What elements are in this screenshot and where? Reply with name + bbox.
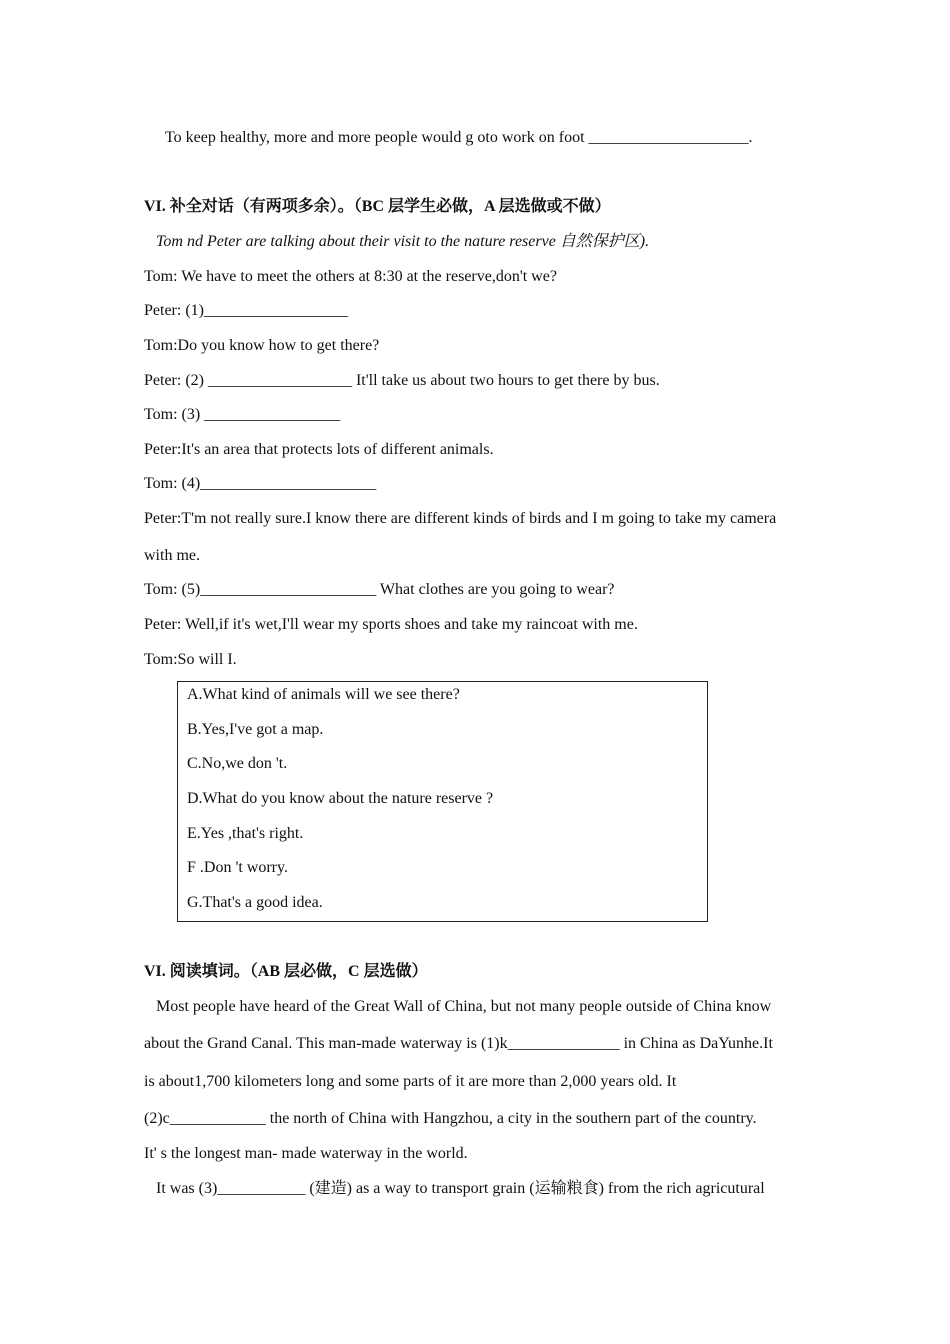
dialogue-line: Tom: (5)______________________ What clothes are you going to wear? — [144, 581, 615, 598]
option-item: E.Yes ,that's right. — [187, 825, 304, 842]
option-item: F .Don 't worry. — [187, 859, 288, 876]
dialogue-line: Tom: We have to meet the others at 8:30 at the reserve,don't we? — [144, 268, 557, 285]
dialogue-line: Tom:So will I. — [144, 651, 237, 668]
reading-line: about the Grand Canal. This man-made waterway is (1)k______________ in China as DaYunhe.It — [144, 1035, 773, 1052]
dialogue-line: Tom:Do you know how to get there? — [144, 337, 380, 354]
dialogue-line: Peter: Well,if it's wet,I'll wear my sports shoes and take my raincoat with me. — [144, 616, 638, 633]
dialogue-line: Tom: (3) _________________ — [144, 406, 341, 423]
option-item: C.No,we don 't. — [187, 755, 288, 772]
section-title-dialogue: VI. 补全对话（有两项多余）。（BC 层学生必做，A 层选做或不做） — [144, 198, 611, 215]
dialogue-line: Peter:It's an area that protects lots of different animals. — [144, 441, 494, 458]
option-item: D.What do you know about the nature reserve ? — [187, 790, 494, 807]
dialogue-line: Peter:T'm not really sure.I know there are different kinds of birds and I m going to take my camera — [144, 510, 777, 527]
reading-line: It' s the longest man- made waterway in the world. — [144, 1145, 468, 1162]
option-item: G.That's a good idea. — [187, 894, 323, 911]
option-item: B.Yes,I've got a map. — [187, 721, 324, 738]
dialogue-line: Peter: (2) __________________ It'll take us about two hours to get there by bus. — [144, 372, 660, 389]
dialogue-line: Peter: (1)__________________ — [144, 302, 348, 319]
reading-line: is about1,700 kilometers long and some parts of it are more than 2,000 years old. It — [144, 1073, 677, 1090]
dialogue-intro: Tom nd Peter are talking about their visit to the nature reserve 自然保护区). — [156, 233, 650, 250]
options-box — [177, 681, 708, 922]
dialogue-line: with me. — [144, 547, 200, 564]
dialogue-line: Tom: (4)______________________ — [144, 475, 377, 492]
section-title-reading: VI. 阅读填词。（AB 层必做，C 层选做） — [144, 963, 428, 980]
option-item: A.What kind of animals will we see there? — [187, 686, 460, 703]
top-sentence: To keep healthy, more and more people would g oto work on foot ____________________. — [165, 129, 753, 146]
reading-line: (2)c____________ the north of China with Hangzhou, a city in the southern part of the country. — [144, 1110, 757, 1127]
reading-line: It was (3)___________ (建造) as a way to transport grain (运输粮食) from the rich agricutural — [156, 1180, 765, 1197]
reading-line: Most people have heard of the Great Wall of China, but not many people outside of China know — [156, 998, 772, 1015]
